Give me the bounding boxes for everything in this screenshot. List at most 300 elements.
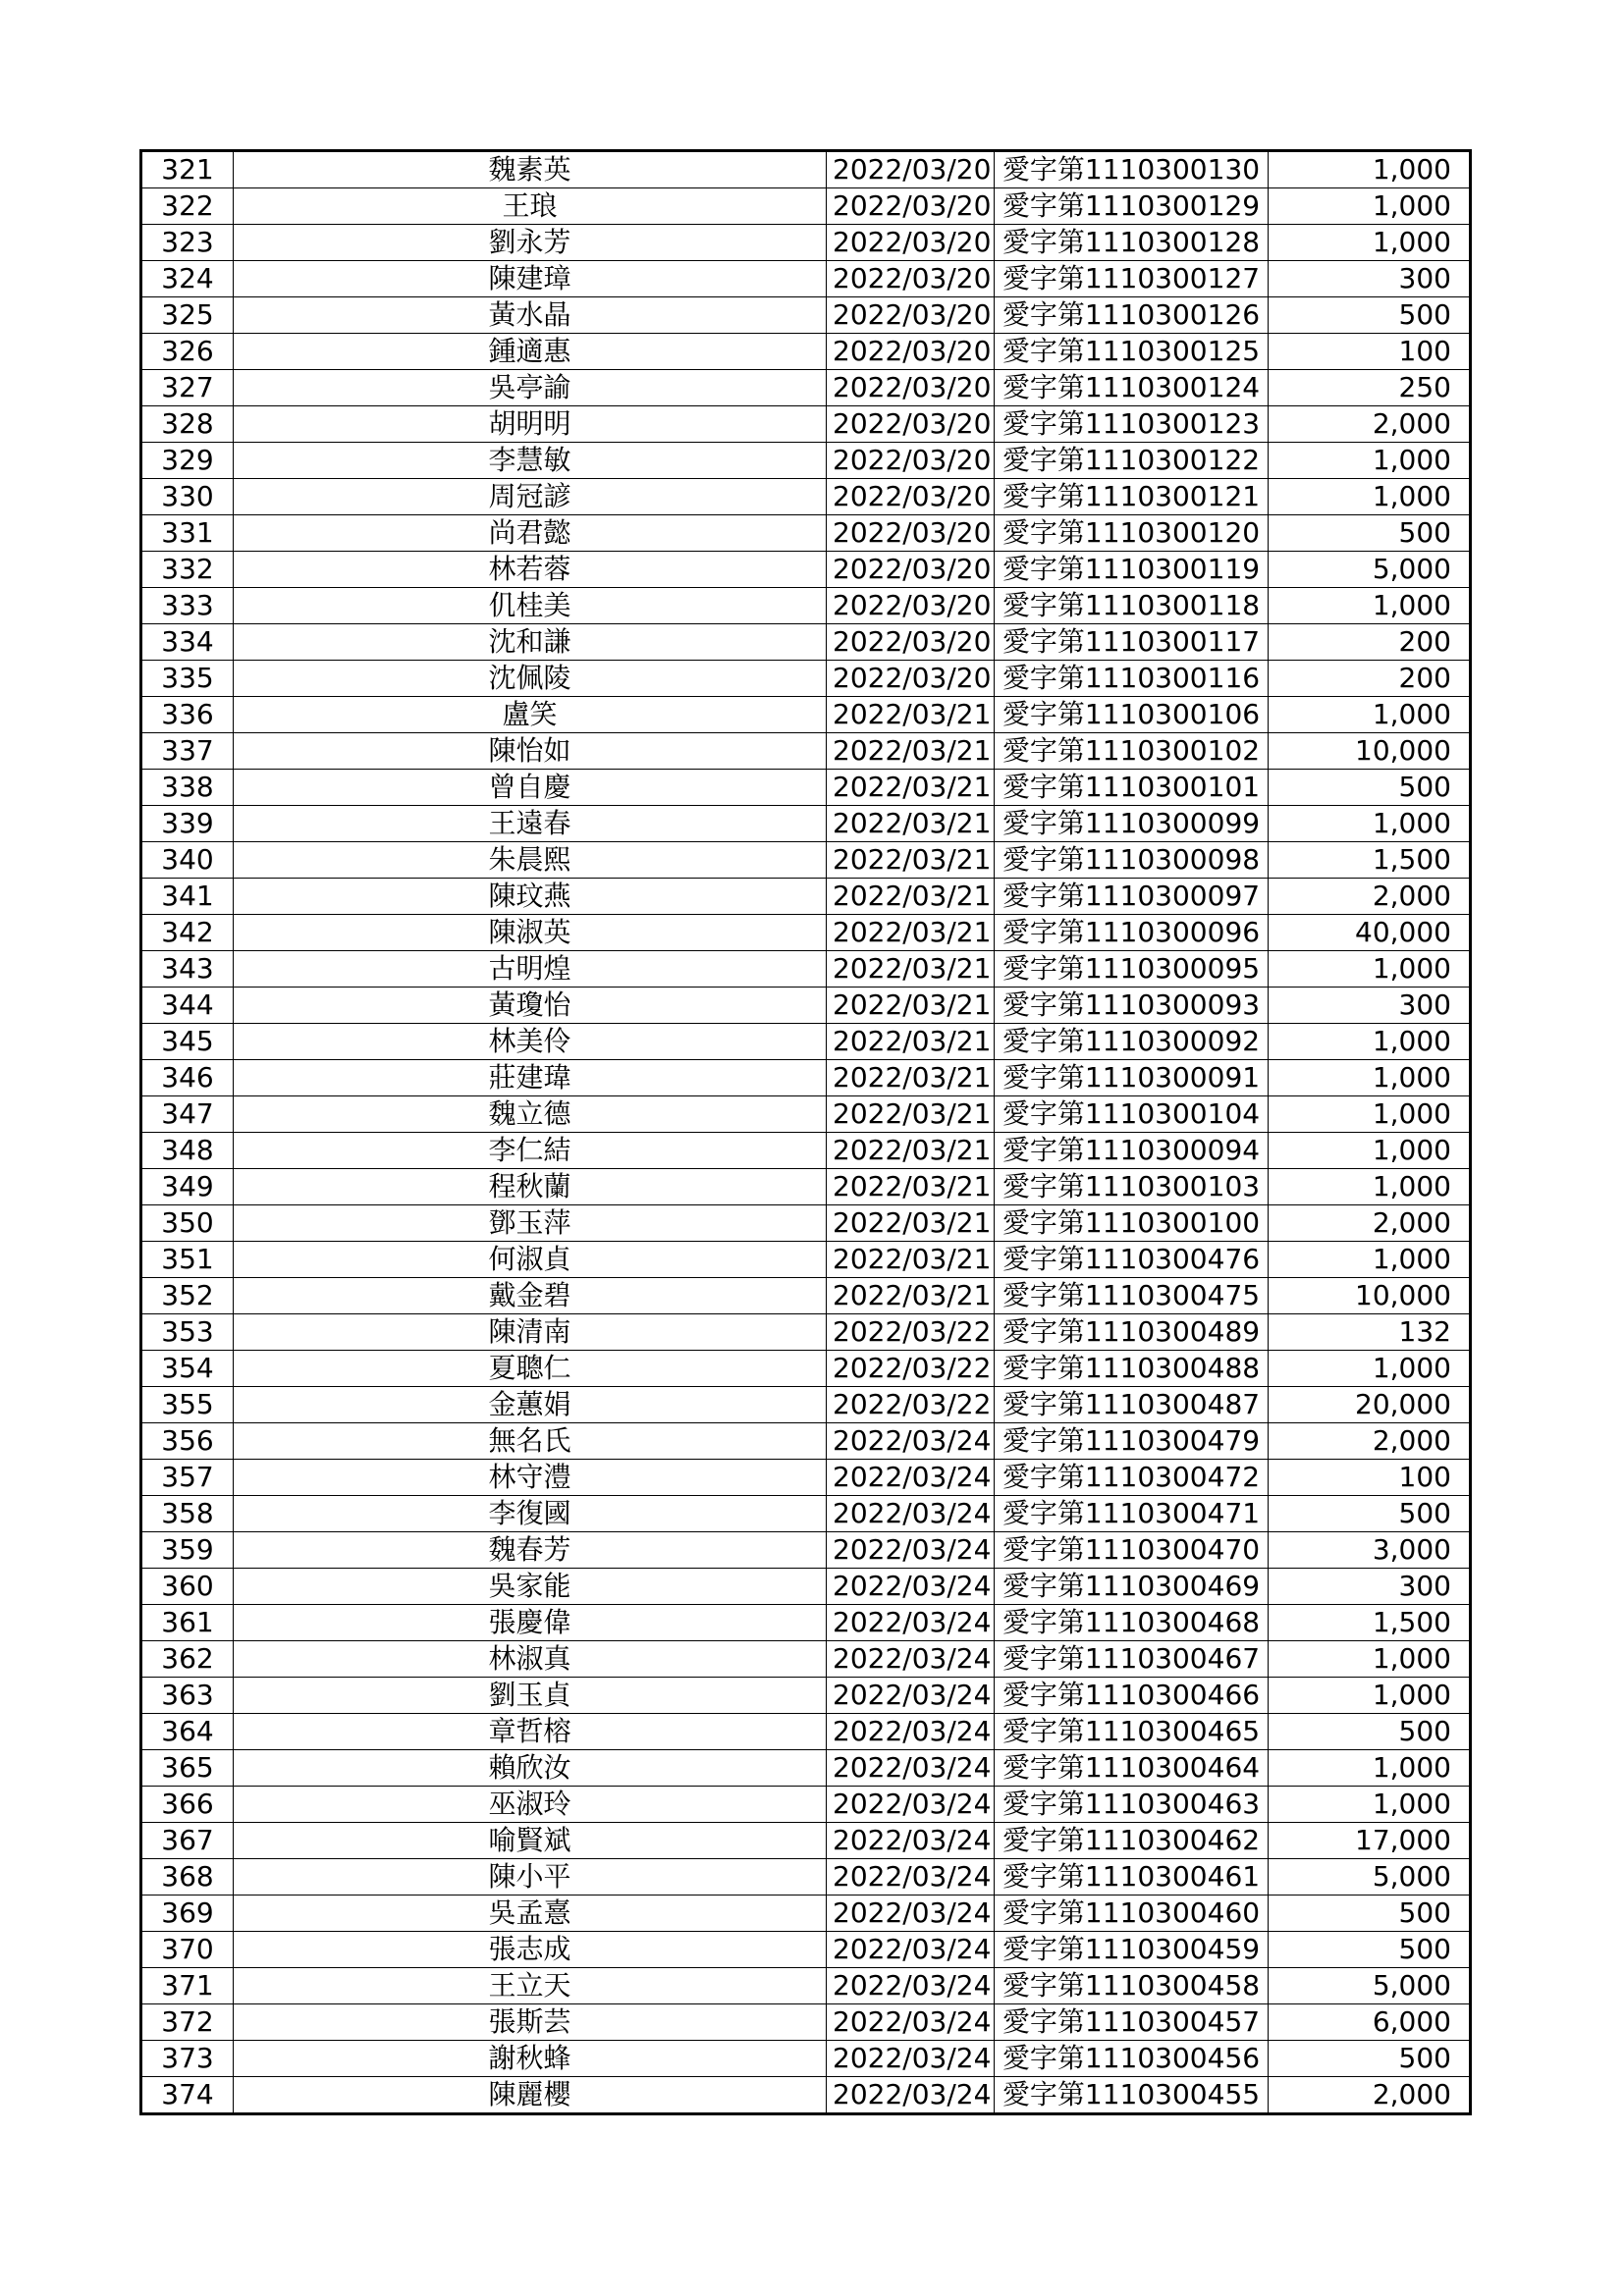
table-row bbox=[141, 697, 1471, 733]
row-number: 345 bbox=[141, 1024, 234, 1060]
donation-date: 2022/03/20 bbox=[827, 334, 995, 370]
receipt-number: 愛字第1110300472 bbox=[995, 1460, 1269, 1496]
donor-name: 沈和謙 bbox=[234, 624, 827, 661]
donation-amount: 1,000 bbox=[1269, 225, 1471, 261]
receipt-number: 愛字第1110300463 bbox=[995, 1787, 1269, 1823]
receipt-number: 愛字第1110300104 bbox=[995, 1096, 1269, 1133]
donation-date: 2022/03/21 bbox=[827, 1024, 995, 1060]
row-number: 362 bbox=[141, 1641, 234, 1678]
receipt-number: 愛字第1110300116 bbox=[995, 661, 1269, 697]
donation-amount: 500 bbox=[1269, 1714, 1471, 1750]
donor-name: 李仁結 bbox=[234, 1133, 827, 1169]
table-row bbox=[141, 1278, 1471, 1314]
donation-date: 2022/03/20 bbox=[827, 297, 995, 334]
receipt-number: 愛字第1110300475 bbox=[995, 1278, 1269, 1314]
table-row bbox=[141, 1714, 1471, 1750]
table-row bbox=[141, 406, 1471, 443]
donor-name: 何淑貞 bbox=[234, 1242, 827, 1278]
donor-name: 巫淑玲 bbox=[234, 1787, 827, 1823]
receipt-number: 愛字第1110300119 bbox=[995, 552, 1269, 588]
donation-date: 2022/03/21 bbox=[827, 951, 995, 988]
donor-name: 林淑真 bbox=[234, 1641, 827, 1678]
donor-name: 陳麗櫻 bbox=[234, 2077, 827, 2114]
donation-amount: 1,000 bbox=[1269, 151, 1471, 188]
receipt-number: 愛字第1110300461 bbox=[995, 1859, 1269, 1896]
row-number: 327 bbox=[141, 370, 234, 406]
table-row bbox=[141, 1314, 1471, 1351]
donation-amount: 1,000 bbox=[1269, 1024, 1471, 1060]
row-number: 338 bbox=[141, 770, 234, 806]
row-number: 368 bbox=[141, 1859, 234, 1896]
donation-amount: 1,000 bbox=[1269, 479, 1471, 515]
receipt-number: 愛字第1110300456 bbox=[995, 2041, 1269, 2077]
donation-amount: 100 bbox=[1269, 334, 1471, 370]
table-row bbox=[141, 806, 1471, 842]
donation-date: 2022/03/20 bbox=[827, 443, 995, 479]
receipt-number: 愛字第1110300459 bbox=[995, 1932, 1269, 1968]
row-number: 328 bbox=[141, 406, 234, 443]
donation-amount: 1,000 bbox=[1269, 1096, 1471, 1133]
receipt-number: 愛字第1110300471 bbox=[995, 1496, 1269, 1532]
donor-name: 魏春芳 bbox=[234, 1532, 827, 1569]
row-number: 330 bbox=[141, 479, 234, 515]
donor-name: 魏素英 bbox=[234, 151, 827, 188]
table-row bbox=[141, 733, 1471, 770]
donor-name: 李復國 bbox=[234, 1496, 827, 1532]
receipt-number: 愛字第1110300102 bbox=[995, 733, 1269, 770]
donation-date: 2022/03/24 bbox=[827, 1896, 995, 1932]
table-row bbox=[141, 2041, 1471, 2077]
donation-date: 2022/03/24 bbox=[827, 1532, 995, 1569]
receipt-number: 愛字第1110300468 bbox=[995, 1605, 1269, 1641]
donor-name: 林若蓉 bbox=[234, 552, 827, 588]
receipt-number: 愛字第1110300488 bbox=[995, 1351, 1269, 1387]
donor-name: 張斯芸 bbox=[234, 2004, 827, 2041]
row-number: 331 bbox=[141, 515, 234, 552]
donation-amount: 100 bbox=[1269, 1460, 1471, 1496]
donation-amount: 500 bbox=[1269, 1896, 1471, 1932]
receipt-number: 愛字第1110300489 bbox=[995, 1314, 1269, 1351]
donation-amount: 1,000 bbox=[1269, 1133, 1471, 1169]
donation-date: 2022/03/21 bbox=[827, 1096, 995, 1133]
donation-date: 2022/03/21 bbox=[827, 915, 995, 951]
donation-date: 2022/03/21 bbox=[827, 733, 995, 770]
receipt-number: 愛字第1110300464 bbox=[995, 1750, 1269, 1787]
donor-name: 吳亭諭 bbox=[234, 370, 827, 406]
row-number: 333 bbox=[141, 588, 234, 624]
donation-amount: 2,000 bbox=[1269, 879, 1471, 915]
donor-name: 魏立德 bbox=[234, 1096, 827, 1133]
donor-name: 曾自慶 bbox=[234, 770, 827, 806]
row-number: 351 bbox=[141, 1242, 234, 1278]
table-row bbox=[141, 1641, 1471, 1678]
receipt-number: 愛字第1110300098 bbox=[995, 842, 1269, 879]
donation-date: 2022/03/24 bbox=[827, 2004, 995, 2041]
receipt-number: 愛字第1110300476 bbox=[995, 1242, 1269, 1278]
donor-name: 林美伶 bbox=[234, 1024, 827, 1060]
row-number: 364 bbox=[141, 1714, 234, 1750]
donor-name: 古明煌 bbox=[234, 951, 827, 988]
donor-name: 戴金碧 bbox=[234, 1278, 827, 1314]
donor-name: 黃瓊怡 bbox=[234, 988, 827, 1024]
donation-amount: 1,000 bbox=[1269, 1787, 1471, 1823]
table-row bbox=[141, 443, 1471, 479]
row-number: 347 bbox=[141, 1096, 234, 1133]
donation-date: 2022/03/21 bbox=[827, 988, 995, 1024]
donation-date: 2022/03/20 bbox=[827, 406, 995, 443]
row-number: 356 bbox=[141, 1423, 234, 1460]
table-row bbox=[141, 1496, 1471, 1532]
donation-date: 2022/03/20 bbox=[827, 515, 995, 552]
table-row bbox=[141, 1351, 1471, 1387]
table-row bbox=[141, 1423, 1471, 1460]
table-row bbox=[141, 1678, 1471, 1714]
donation-amount: 10,000 bbox=[1269, 733, 1471, 770]
donation-amount: 2,000 bbox=[1269, 1423, 1471, 1460]
donor-name: 夏聰仁 bbox=[234, 1351, 827, 1387]
table-row bbox=[141, 661, 1471, 697]
donation-date: 2022/03/20 bbox=[827, 151, 995, 188]
table-row bbox=[141, 1968, 1471, 2004]
donation-date: 2022/03/24 bbox=[827, 1714, 995, 1750]
donor-name: 陳小平 bbox=[234, 1859, 827, 1896]
table-row bbox=[141, 1096, 1471, 1133]
donation-date: 2022/03/21 bbox=[827, 806, 995, 842]
row-number: 322 bbox=[141, 188, 234, 225]
receipt-number: 愛字第1110300455 bbox=[995, 2077, 1269, 2114]
donor-name: 章哲榕 bbox=[234, 1714, 827, 1750]
receipt-number: 愛字第1110300123 bbox=[995, 406, 1269, 443]
row-number: 334 bbox=[141, 624, 234, 661]
donation-amount: 40,000 bbox=[1269, 915, 1471, 951]
donation-amount: 300 bbox=[1269, 261, 1471, 297]
table-row bbox=[141, 1823, 1471, 1859]
receipt-number: 愛字第1110300460 bbox=[995, 1896, 1269, 1932]
row-number: 372 bbox=[141, 2004, 234, 2041]
donor-name: 王遠春 bbox=[234, 806, 827, 842]
row-number: 373 bbox=[141, 2041, 234, 2077]
donation-amount: 5,000 bbox=[1269, 1968, 1471, 2004]
donation-date: 2022/03/24 bbox=[827, 1460, 995, 1496]
donation-date: 2022/03/21 bbox=[827, 697, 995, 733]
row-number: 367 bbox=[141, 1823, 234, 1859]
row-number: 363 bbox=[141, 1678, 234, 1714]
donation-date: 2022/03/24 bbox=[827, 1496, 995, 1532]
donation-amount: 1,000 bbox=[1269, 697, 1471, 733]
receipt-number: 愛字第1110300470 bbox=[995, 1532, 1269, 1569]
table-row bbox=[141, 1460, 1471, 1496]
row-number: 369 bbox=[141, 1896, 234, 1932]
table-row bbox=[141, 151, 1471, 188]
donation-amount: 1,000 bbox=[1269, 188, 1471, 225]
donation-date: 2022/03/20 bbox=[827, 552, 995, 588]
receipt-number: 愛字第1110300457 bbox=[995, 2004, 1269, 2041]
receipt-number: 愛字第1110300093 bbox=[995, 988, 1269, 1024]
row-number: 350 bbox=[141, 1205, 234, 1242]
row-number: 371 bbox=[141, 1968, 234, 2004]
row-number: 343 bbox=[141, 951, 234, 988]
table-row bbox=[141, 225, 1471, 261]
donation-amount: 1,000 bbox=[1269, 1351, 1471, 1387]
donor-name: 陳淑英 bbox=[234, 915, 827, 951]
donation-amount: 300 bbox=[1269, 988, 1471, 1024]
donation-amount: 17,000 bbox=[1269, 1823, 1471, 1859]
donation-date: 2022/03/24 bbox=[827, 1750, 995, 1787]
row-number: 348 bbox=[141, 1133, 234, 1169]
receipt-number: 愛字第1110300094 bbox=[995, 1133, 1269, 1169]
table-row bbox=[141, 1532, 1471, 1569]
donor-name: 陳怡如 bbox=[234, 733, 827, 770]
donation-date: 2022/03/24 bbox=[827, 2041, 995, 2077]
row-number: 366 bbox=[141, 1787, 234, 1823]
receipt-number: 愛字第1110300106 bbox=[995, 697, 1269, 733]
donation-amount: 250 bbox=[1269, 370, 1471, 406]
donor-name: 鍾適惠 bbox=[234, 334, 827, 370]
donation-amount: 1,500 bbox=[1269, 1605, 1471, 1641]
receipt-number: 愛字第1110300103 bbox=[995, 1169, 1269, 1205]
row-number: 354 bbox=[141, 1351, 234, 1387]
table-row bbox=[141, 770, 1471, 806]
row-number: 357 bbox=[141, 1460, 234, 1496]
donation-date: 2022/03/24 bbox=[827, 1569, 995, 1605]
donation-amount: 500 bbox=[1269, 297, 1471, 334]
row-number: 321 bbox=[141, 151, 234, 188]
donor-name: 金蕙娟 bbox=[234, 1387, 827, 1423]
donation-amount: 300 bbox=[1269, 1569, 1471, 1605]
receipt-number: 愛字第1110300125 bbox=[995, 334, 1269, 370]
table-row bbox=[141, 588, 1471, 624]
donation-amount: 200 bbox=[1269, 661, 1471, 697]
donation-amount: 1,000 bbox=[1269, 951, 1471, 988]
donation-date: 2022/03/20 bbox=[827, 661, 995, 697]
row-number: 342 bbox=[141, 915, 234, 951]
donor-name: 賴欣汝 bbox=[234, 1750, 827, 1787]
donation-amount: 3,000 bbox=[1269, 1532, 1471, 1569]
row-number: 339 bbox=[141, 806, 234, 842]
donation-date: 2022/03/22 bbox=[827, 1314, 995, 1351]
donor-name: 劉玉貞 bbox=[234, 1678, 827, 1714]
donor-name: 李慧敏 bbox=[234, 443, 827, 479]
donation-date: 2022/03/21 bbox=[827, 1169, 995, 1205]
donation-amount: 500 bbox=[1269, 515, 1471, 552]
donation-amount: 10,000 bbox=[1269, 1278, 1471, 1314]
donation-date: 2022/03/20 bbox=[827, 479, 995, 515]
donation-amount: 132 bbox=[1269, 1314, 1471, 1351]
donation-amount: 1,000 bbox=[1269, 1169, 1471, 1205]
row-number: 344 bbox=[141, 988, 234, 1024]
table-row bbox=[141, 370, 1471, 406]
receipt-number: 愛字第1110300091 bbox=[995, 1060, 1269, 1096]
row-number: 359 bbox=[141, 1532, 234, 1569]
row-number: 326 bbox=[141, 334, 234, 370]
receipt-number: 愛字第1110300130 bbox=[995, 151, 1269, 188]
receipt-number: 愛字第1110300466 bbox=[995, 1678, 1269, 1714]
receipt-number: 愛字第1110300124 bbox=[995, 370, 1269, 406]
table-row bbox=[141, 988, 1471, 1024]
table-row bbox=[141, 1896, 1471, 1932]
table-row bbox=[141, 552, 1471, 588]
receipt-number: 愛字第1110300095 bbox=[995, 951, 1269, 988]
table-row bbox=[141, 1060, 1471, 1096]
donor-name: 陳清南 bbox=[234, 1314, 827, 1351]
donation-table-body bbox=[141, 151, 1471, 2114]
table-row bbox=[141, 2004, 1471, 2041]
donation-date: 2022/03/20 bbox=[827, 188, 995, 225]
receipt-number: 愛字第1110300100 bbox=[995, 1205, 1269, 1242]
donation-date: 2022/03/21 bbox=[827, 1205, 995, 1242]
donation-amount: 500 bbox=[1269, 2041, 1471, 2077]
table-row bbox=[141, 915, 1471, 951]
donation-date: 2022/03/24 bbox=[827, 1859, 995, 1896]
row-number: 337 bbox=[141, 733, 234, 770]
receipt-number: 愛字第1110300096 bbox=[995, 915, 1269, 951]
donation-date: 2022/03/21 bbox=[827, 1060, 995, 1096]
donor-name: 仉桂美 bbox=[234, 588, 827, 624]
receipt-number: 愛字第1110300117 bbox=[995, 624, 1269, 661]
donor-name: 劉永芳 bbox=[234, 225, 827, 261]
donation-amount: 1,000 bbox=[1269, 1060, 1471, 1096]
receipt-number: 愛字第1110300097 bbox=[995, 879, 1269, 915]
donation-amount: 20,000 bbox=[1269, 1387, 1471, 1423]
donor-name: 沈佩陵 bbox=[234, 661, 827, 697]
table-row bbox=[141, 297, 1471, 334]
receipt-number: 愛字第1110300126 bbox=[995, 297, 1269, 334]
row-number: 329 bbox=[141, 443, 234, 479]
donation-date: 2022/03/22 bbox=[827, 1387, 995, 1423]
donor-name: 尚君懿 bbox=[234, 515, 827, 552]
row-number: 346 bbox=[141, 1060, 234, 1096]
row-number: 374 bbox=[141, 2077, 234, 2114]
receipt-number: 愛字第1110300462 bbox=[995, 1823, 1269, 1859]
receipt-number: 愛字第1110300121 bbox=[995, 479, 1269, 515]
donation-date: 2022/03/20 bbox=[827, 624, 995, 661]
donor-name: 王立天 bbox=[234, 1968, 827, 2004]
donation-amount: 1,000 bbox=[1269, 443, 1471, 479]
receipt-number: 愛字第1110300122 bbox=[995, 443, 1269, 479]
row-number: 332 bbox=[141, 552, 234, 588]
table-row bbox=[141, 842, 1471, 879]
table-row bbox=[141, 1169, 1471, 1205]
donation-amount: 1,000 bbox=[1269, 1242, 1471, 1278]
row-number: 358 bbox=[141, 1496, 234, 1532]
row-number: 323 bbox=[141, 225, 234, 261]
row-number: 324 bbox=[141, 261, 234, 297]
table-row bbox=[141, 479, 1471, 515]
donation-amount: 500 bbox=[1269, 1496, 1471, 1532]
receipt-number: 愛字第1110300128 bbox=[995, 225, 1269, 261]
donor-name: 鄧玉萍 bbox=[234, 1205, 827, 1242]
donation-amount: 1,000 bbox=[1269, 588, 1471, 624]
donation-amount: 500 bbox=[1269, 770, 1471, 806]
donor-name: 盧笑 bbox=[234, 697, 827, 733]
donor-name: 周冠諺 bbox=[234, 479, 827, 515]
receipt-number: 愛字第1110300479 bbox=[995, 1423, 1269, 1460]
donation-date: 2022/03/24 bbox=[827, 1678, 995, 1714]
table-row bbox=[141, 515, 1471, 552]
donation-amount: 6,000 bbox=[1269, 2004, 1471, 2041]
donation-date: 2022/03/24 bbox=[827, 1968, 995, 2004]
row-number: 341 bbox=[141, 879, 234, 915]
donation-date: 2022/03/20 bbox=[827, 370, 995, 406]
table-row bbox=[141, 1205, 1471, 1242]
donation-amount: 1,500 bbox=[1269, 842, 1471, 879]
row-number: 349 bbox=[141, 1169, 234, 1205]
donation-date: 2022/03/21 bbox=[827, 842, 995, 879]
donation-date: 2022/03/24 bbox=[827, 1605, 995, 1641]
row-number: 352 bbox=[141, 1278, 234, 1314]
table-row bbox=[141, 1787, 1471, 1823]
table-row bbox=[141, 1387, 1471, 1423]
donation-amount: 1,000 bbox=[1269, 1678, 1471, 1714]
donor-name: 朱晨熙 bbox=[234, 842, 827, 879]
receipt-number: 愛字第1110300487 bbox=[995, 1387, 1269, 1423]
donor-name: 莊建瑋 bbox=[234, 1060, 827, 1096]
donation-date: 2022/03/24 bbox=[827, 1823, 995, 1859]
table-row bbox=[141, 1605, 1471, 1641]
donation-amount: 1,000 bbox=[1269, 1750, 1471, 1787]
table-row bbox=[141, 1932, 1471, 1968]
donation-date: 2022/03/24 bbox=[827, 1423, 995, 1460]
donation-date: 2022/03/21 bbox=[827, 1278, 995, 1314]
donation-amount: 2,000 bbox=[1269, 1205, 1471, 1242]
donation-amount: 1,000 bbox=[1269, 806, 1471, 842]
donation-amount: 5,000 bbox=[1269, 552, 1471, 588]
donation-date: 2022/03/24 bbox=[827, 1641, 995, 1678]
donation-amount: 5,000 bbox=[1269, 1859, 1471, 1896]
table-row bbox=[141, 1569, 1471, 1605]
donor-name: 吳孟憙 bbox=[234, 1896, 827, 1932]
receipt-number: 愛字第1110300120 bbox=[995, 515, 1269, 552]
table-row bbox=[141, 1859, 1471, 1896]
donation-date: 2022/03/20 bbox=[827, 588, 995, 624]
row-number: 340 bbox=[141, 842, 234, 879]
row-number: 355 bbox=[141, 1387, 234, 1423]
donor-name: 陳玟燕 bbox=[234, 879, 827, 915]
table-row bbox=[141, 879, 1471, 915]
receipt-number: 愛字第1110300092 bbox=[995, 1024, 1269, 1060]
donor-name: 程秋蘭 bbox=[234, 1169, 827, 1205]
table-row bbox=[141, 2077, 1471, 2114]
table-row bbox=[141, 1024, 1471, 1060]
receipt-number: 愛字第1110300467 bbox=[995, 1641, 1269, 1678]
donor-name: 張志成 bbox=[234, 1932, 827, 1968]
receipt-number: 愛字第1110300127 bbox=[995, 261, 1269, 297]
receipt-number: 愛字第1110300469 bbox=[995, 1569, 1269, 1605]
donation-amount: 200 bbox=[1269, 624, 1471, 661]
donor-name: 謝秋蜂 bbox=[234, 2041, 827, 2077]
donation-amount: 1,000 bbox=[1269, 1641, 1471, 1678]
table-row bbox=[141, 1133, 1471, 1169]
receipt-number: 愛字第1110300118 bbox=[995, 588, 1269, 624]
donor-name: 胡明明 bbox=[234, 406, 827, 443]
donation-date: 2022/03/21 bbox=[827, 1133, 995, 1169]
donor-name: 喻賢斌 bbox=[234, 1823, 827, 1859]
donation-amount: 500 bbox=[1269, 1932, 1471, 1968]
donor-name: 吳家能 bbox=[234, 1569, 827, 1605]
donation-table bbox=[139, 149, 1472, 2115]
row-number: 365 bbox=[141, 1750, 234, 1787]
row-number: 360 bbox=[141, 1569, 234, 1605]
table-row bbox=[141, 951, 1471, 988]
row-number: 336 bbox=[141, 697, 234, 733]
donor-name: 黃水晶 bbox=[234, 297, 827, 334]
donation-date: 2022/03/20 bbox=[827, 261, 995, 297]
receipt-number: 愛字第1110300129 bbox=[995, 188, 1269, 225]
donor-name: 陳建璋 bbox=[234, 261, 827, 297]
donation-date: 2022/03/21 bbox=[827, 770, 995, 806]
donor-name: 無名氏 bbox=[234, 1423, 827, 1460]
donation-date: 2022/03/24 bbox=[827, 1787, 995, 1823]
